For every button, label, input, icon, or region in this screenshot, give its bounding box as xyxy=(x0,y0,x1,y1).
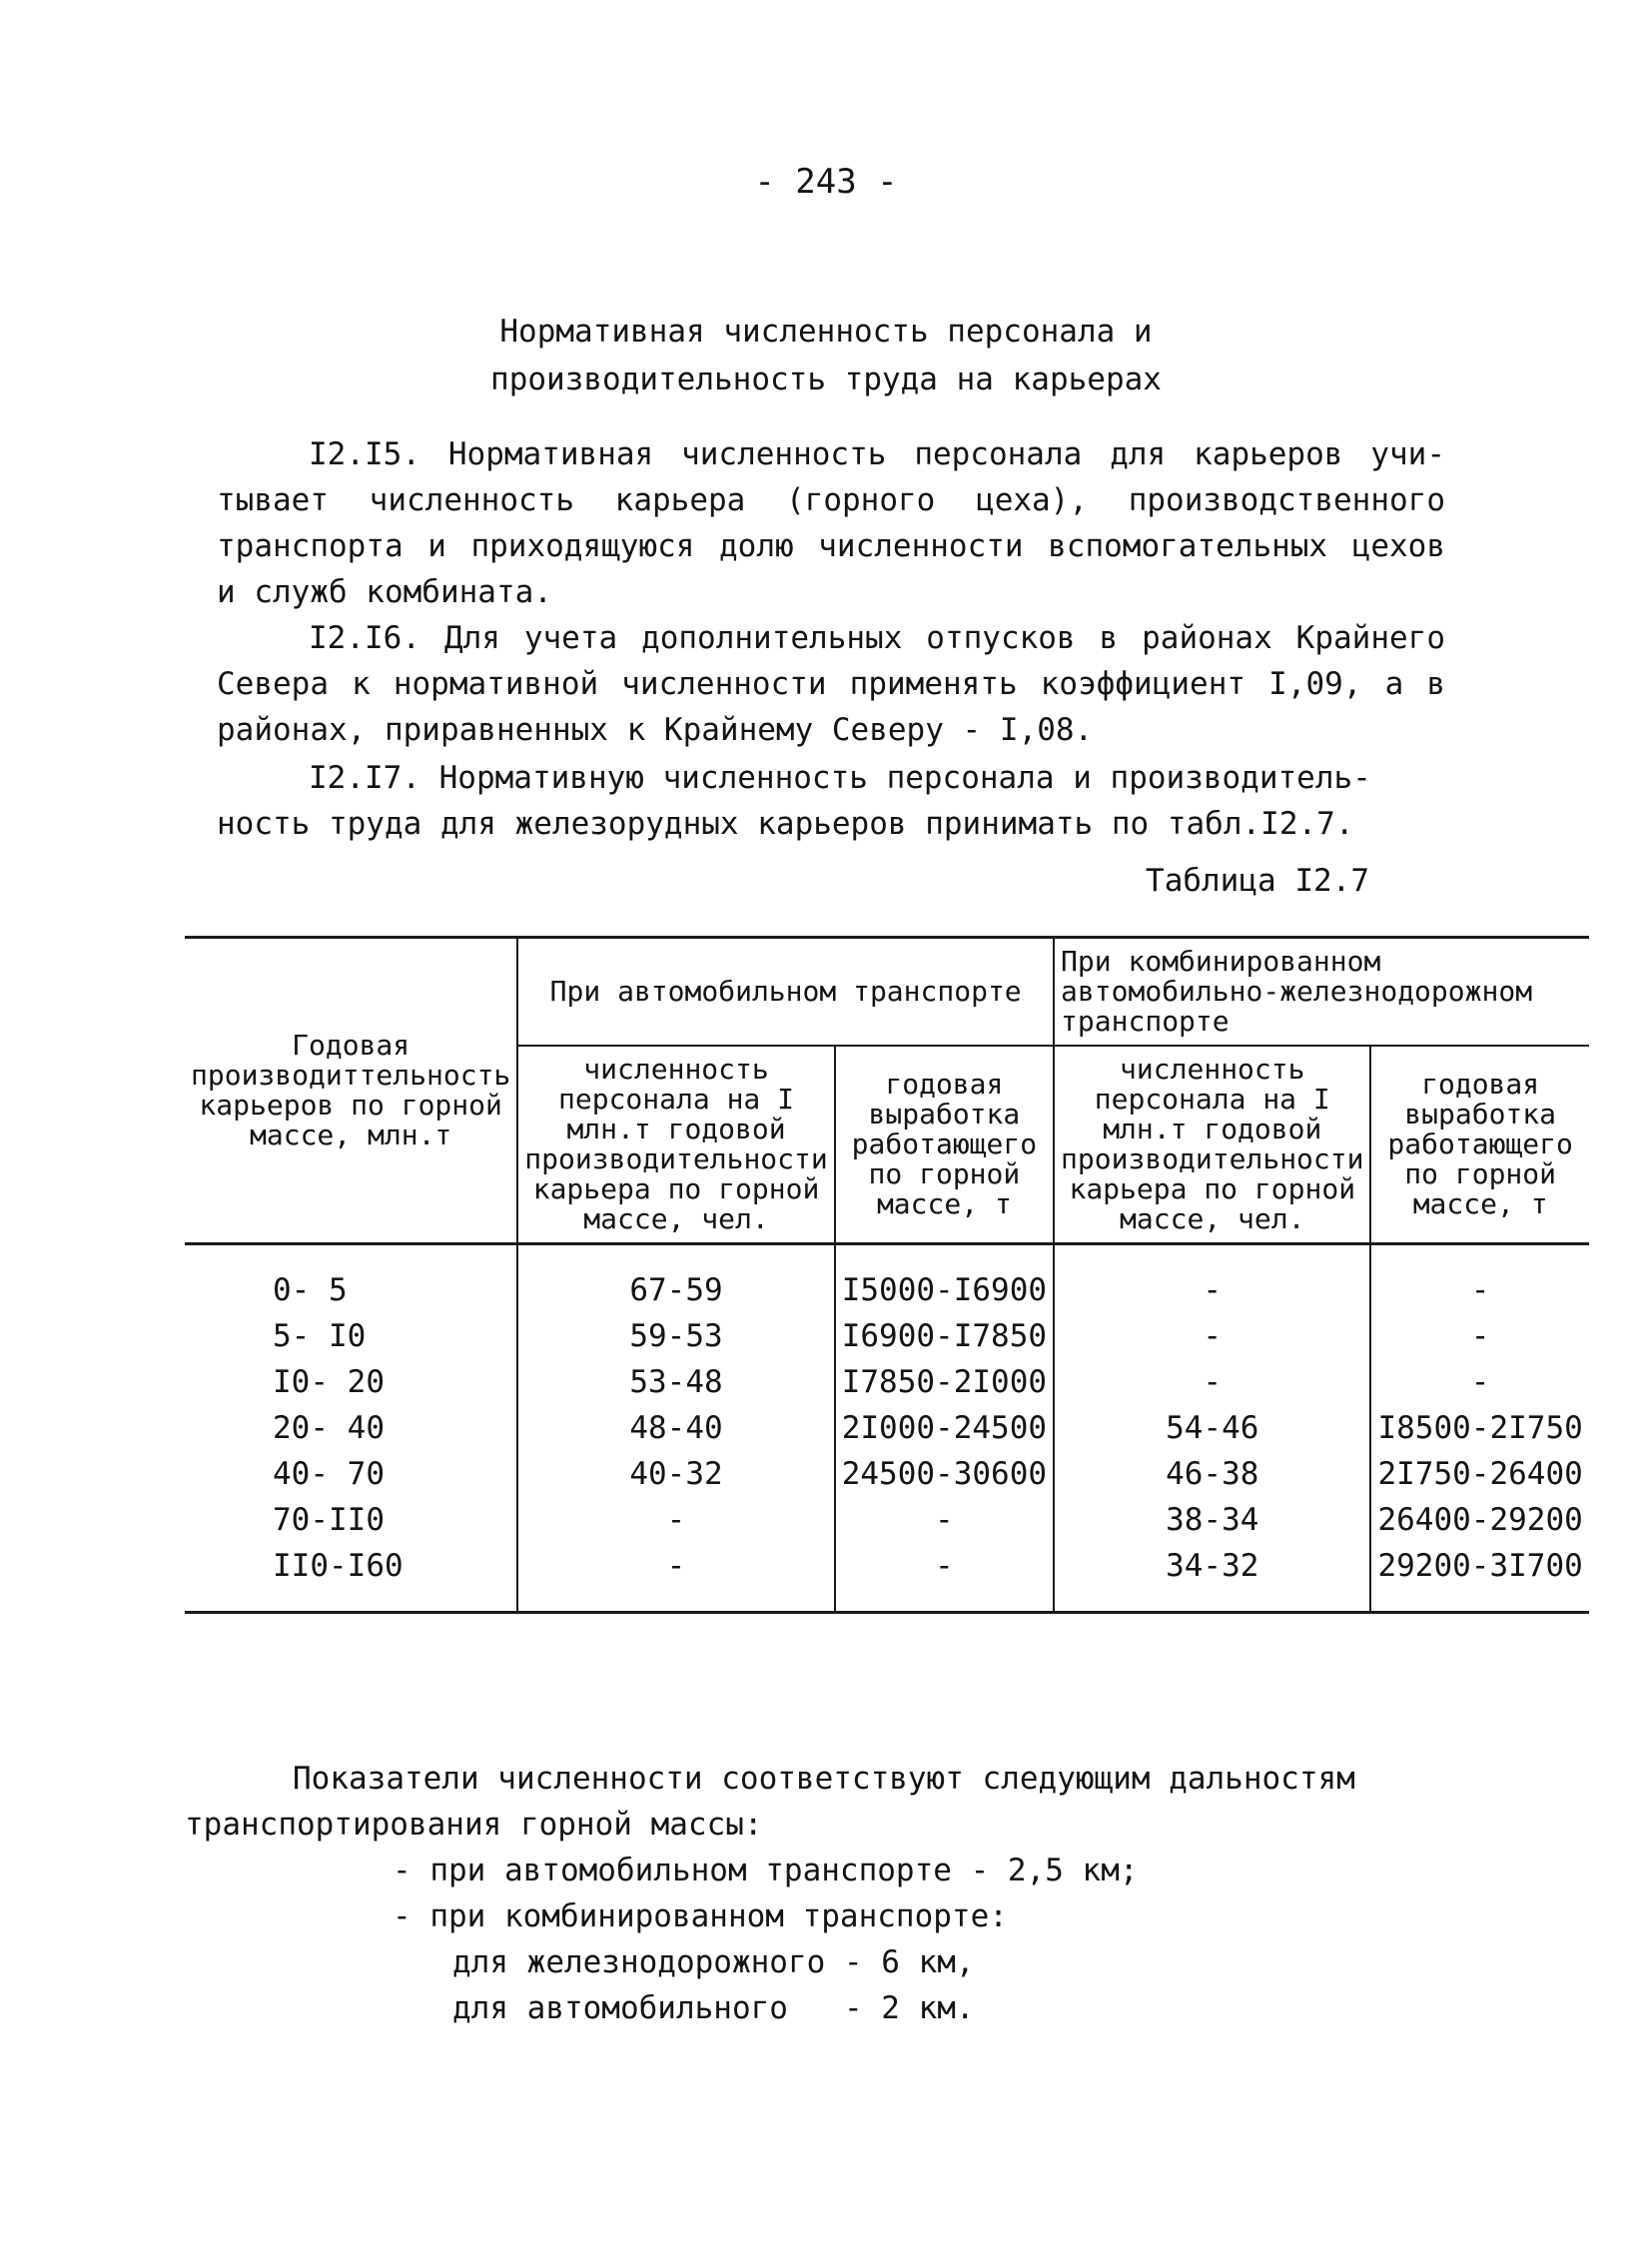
table-caption: Таблица I2.7 xyxy=(1146,863,1369,899)
table-row xyxy=(185,1451,1589,1497)
note-sub-railway: для железнодорожного - 6 км, xyxy=(452,1944,975,1980)
haul-distance-note xyxy=(185,1756,1448,2031)
note-bullet-combined: - при комбинированном транспорте: xyxy=(393,1898,1008,1934)
cell-auto-output: I7850-2I000 xyxy=(835,1359,1054,1405)
paragraph-line: районах, приравненных к Крайнему Северу - I,08. xyxy=(217,712,1094,748)
cell-comb-staff: - xyxy=(1054,1244,1370,1314)
table-row xyxy=(185,1313,1589,1359)
cell-auto-staff: 67-59 xyxy=(517,1244,834,1314)
header-auto-transport: При автомобильном транспорте xyxy=(517,938,1054,1047)
cell-range: II0-I60 xyxy=(273,1548,404,1584)
cell-auto-output: I5000-I6900 xyxy=(835,1244,1054,1314)
cell-comb-staff: - xyxy=(1054,1359,1370,1405)
page-number: - 243 - xyxy=(754,162,898,202)
note-sub-auto-value: - 2 км. xyxy=(843,1990,975,2026)
cell-auto-staff: 40-32 xyxy=(517,1451,834,1497)
cell-comb-staff: 46-38 xyxy=(1054,1451,1370,1497)
note-line: транспортирования горной массы: xyxy=(185,1807,763,1843)
cell-comb-staff: 54-46 xyxy=(1054,1405,1370,1451)
cell-auto-output: 2I000-24500 xyxy=(835,1405,1054,1451)
table-row xyxy=(185,1405,1589,1451)
table-row xyxy=(185,1497,1589,1543)
cell-auto-staff: 59-53 xyxy=(517,1313,834,1359)
header-annual-output: Годовая производиттельность карьеров по горной массе, млн.т xyxy=(185,938,517,1244)
cell-comb-output: 29200-3I700 xyxy=(1370,1543,1588,1613)
cell-range: 5- I0 xyxy=(273,1318,367,1354)
table-row xyxy=(185,1359,1589,1405)
paragraph-line: транспорта и приходящуюся долю численности вспомогательных цехов xyxy=(217,528,1445,564)
cell-auto-staff: - xyxy=(517,1543,834,1613)
cell-comb-output: - xyxy=(1370,1313,1588,1359)
cell-comb-output: 26400-29200 xyxy=(1370,1497,1588,1543)
cell-auto-staff: - xyxy=(517,1497,834,1543)
header-auto-output: годовая выработка работающего по горной массе, т xyxy=(835,1046,1054,1244)
paragraph-line: и служб комбината. xyxy=(217,574,552,610)
section-title xyxy=(400,308,1252,403)
staffing-productivity-table xyxy=(185,936,1589,1614)
cell-comb-output: I8500-2I750 xyxy=(1370,1405,1588,1451)
paragraph-12-17 xyxy=(217,755,1445,847)
note-bullet-auto: - при автомобильном транспорте - 2,5 км; xyxy=(393,1853,1139,1888)
header-comb-output: годовая выработка работающего по горной массе, т xyxy=(1370,1046,1588,1244)
cell-comb-staff: - xyxy=(1054,1313,1370,1359)
header-auto-staff: численность персонала на I млн.т годовой производительности карьера по горной массе, чел. xyxy=(517,1046,834,1244)
section-title-line-2: производительность труда на карьерах xyxy=(490,362,1162,397)
header-comb-staff: численность персонала на I млн.т годовой производительности карьера по горной массе, чел. xyxy=(1054,1046,1370,1244)
cell-range: I0- 20 xyxy=(273,1364,385,1400)
cell-auto-staff: 53-48 xyxy=(517,1359,834,1405)
cell-comb-output: - xyxy=(1370,1359,1588,1405)
cell-range: 0- 5 xyxy=(273,1272,348,1308)
note-sub-auto-label: для автомобильного xyxy=(452,1990,788,2026)
cell-auto-output: - xyxy=(835,1543,1054,1613)
table-row xyxy=(185,1543,1589,1613)
header-combined-transport: При комбинированном автомобильно-железнодорожном транспорте xyxy=(1054,938,1589,1047)
cell-auto-output: - xyxy=(835,1497,1054,1543)
paragraph-12-15 xyxy=(217,431,1445,615)
paragraph-line: Севера к нормативной численности применять коэффициент I,09, а в xyxy=(217,666,1445,702)
paragraph-line: ность труда для железорудных карьеров принимать по табл.I2.7. xyxy=(217,806,1354,842)
cell-auto-staff: 48-40 xyxy=(517,1405,834,1451)
paragraph-line: тывает численность карьера (горного цеха), производственного xyxy=(217,482,1445,518)
section-title-line-1: Нормативная численность персонала и xyxy=(499,314,1153,350)
cell-auto-output: 24500-30600 xyxy=(835,1451,1054,1497)
paragraph-line: I2.I7. Нормативную численность персонала и производитель- xyxy=(309,760,1371,796)
cell-range: 70-II0 xyxy=(273,1502,385,1538)
paragraph-12-16 xyxy=(217,615,1445,753)
paragraph-line: I2.I5. Нормативная численность персонала для карьеров учи- xyxy=(309,436,1445,472)
cell-comb-staff: 38-34 xyxy=(1054,1497,1370,1543)
cell-comb-staff: 34-32 xyxy=(1054,1543,1370,1613)
paragraph-line: I2.I6. Для учета дополнительных отпусков в районах Крайнего xyxy=(309,620,1445,656)
cell-auto-output: I6900-I7850 xyxy=(835,1313,1054,1359)
note-sub-auto xyxy=(185,1985,1448,2031)
cell-comb-output: - xyxy=(1370,1244,1588,1314)
cell-range: 20- 40 xyxy=(273,1410,385,1446)
table-row xyxy=(185,1244,1589,1314)
note-line: Показатели численности соответствуют следующим дальностям xyxy=(293,1761,1355,1797)
cell-range: 40- 70 xyxy=(273,1456,385,1492)
cell-comb-output: 2I750-26400 xyxy=(1370,1451,1588,1497)
